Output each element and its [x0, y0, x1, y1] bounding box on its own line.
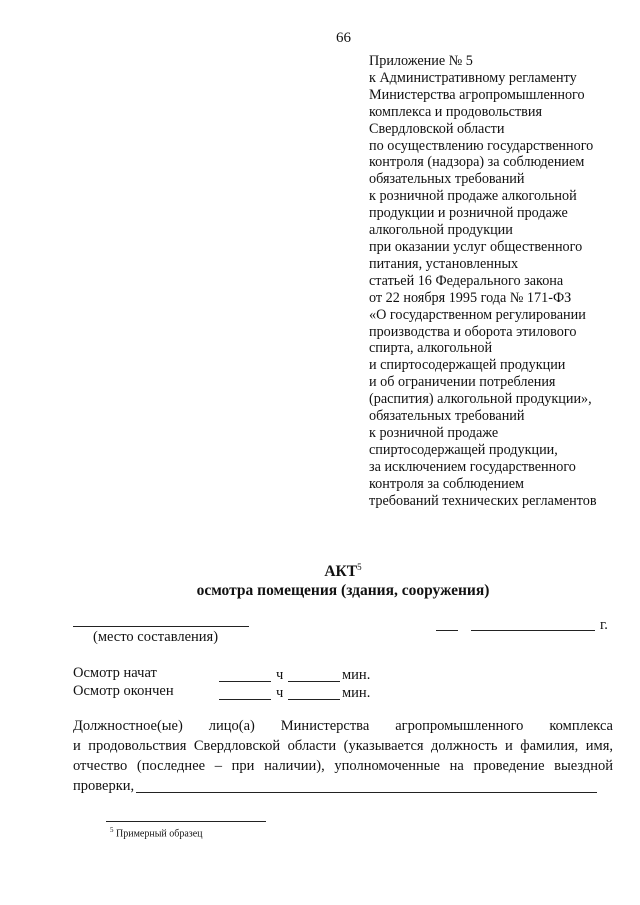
title-footnote-ref: 5	[357, 562, 362, 572]
appendix-line: спиртосодержащей продукции,	[369, 441, 558, 458]
appendix-line: и спиртосодержащей продукции	[369, 357, 566, 374]
appendix-line: производства и оборота этилового	[369, 323, 577, 340]
appendix-line: Приложение № 5	[369, 53, 473, 69]
document-title	[0, 562, 640, 581]
appendix-line: спирта, алкогольной	[369, 340, 493, 357]
appendix-line: контроля за соблюдением	[369, 475, 525, 492]
appendix-line: к розничной продаже алкогольной	[369, 188, 577, 205]
officials-line-1: Должностное(ые) лицо(а) Министерства агропромышленного комплекса	[73, 718, 613, 734]
appendix-line: комплекса и продовольствия	[369, 103, 542, 120]
appendix-header	[369, 53, 597, 509]
year-suffix: г.	[600, 617, 608, 633]
date-day-line[interactable]	[436, 630, 458, 631]
end-minute-line[interactable]	[288, 699, 340, 700]
place-caption: (место составления)	[93, 629, 219, 645]
footnote	[110, 826, 203, 839]
appendix-line: от 22 ноября 1995 года № 171-ФЗ	[369, 289, 572, 306]
appendix-line: обязательных требований	[369, 171, 525, 188]
footnote-text: Примерный образец	[116, 828, 203, 840]
appendix-line: Министерства агропромышленного	[369, 86, 585, 103]
appendix-line: статьей 16 Федерального закона	[369, 272, 564, 289]
date-month-line[interactable]	[471, 630, 595, 631]
appendix-line: и об ограничении потребления	[369, 374, 556, 391]
appendix-line: контроля (надзора) за соблюдением	[369, 154, 585, 171]
appendix-line: питания, установленных	[369, 255, 519, 272]
appendix-line: Свердловской области	[369, 120, 505, 137]
start-minute-line[interactable]	[288, 681, 340, 682]
officials-line-4: проверки,	[73, 778, 135, 794]
appendix-line: за исключением государственного	[369, 458, 576, 475]
appendix-line: алкогольной продукции	[369, 222, 513, 239]
appendix-line: требований технических регламентов	[369, 492, 597, 509]
appendix-line: к розничной продаже	[369, 424, 499, 441]
footnote-separator	[106, 821, 266, 822]
inspection-start-label: Осмотр начат	[73, 665, 157, 681]
appendix-line: обязательных требований	[369, 408, 525, 425]
document-subtitle: осмотра помещения (здания, сооружения)	[196, 582, 490, 599]
inspection-end-label: Осмотр окончен	[73, 683, 174, 699]
appendix-line: продукции и розничной продаже	[369, 205, 568, 222]
page-number: 66	[336, 30, 351, 46]
appendix-line: при оказании услуг общественного	[369, 238, 583, 255]
start-hour-line[interactable]	[219, 681, 271, 682]
appendix-line: к Административному регламенту	[369, 69, 577, 86]
officials-line-3: отчество (последнее – при наличии), уполномоченные на проведение выездной	[73, 758, 613, 774]
place-field-line[interactable]	[73, 626, 249, 627]
end-hour-line[interactable]	[219, 699, 271, 700]
start-minute-unit: мин.	[342, 667, 371, 683]
title-text: АКТ	[324, 563, 358, 581]
officials-field-line[interactable]	[136, 792, 597, 793]
appendix-line: по осуществлению государственного	[369, 137, 594, 154]
end-hour-unit: ч	[276, 685, 284, 701]
end-minute-unit: мин.	[342, 685, 371, 701]
appendix-line: «О государственном регулировании	[369, 306, 586, 323]
appendix-line: (распития) алкогольной продукции»,	[369, 391, 592, 408]
officials-line-2: и продовольствия Свердловской области (указывается должность и фамилия, имя,	[73, 738, 613, 754]
start-hour-unit: ч	[276, 667, 284, 683]
footnote-number: 5	[110, 826, 114, 834]
